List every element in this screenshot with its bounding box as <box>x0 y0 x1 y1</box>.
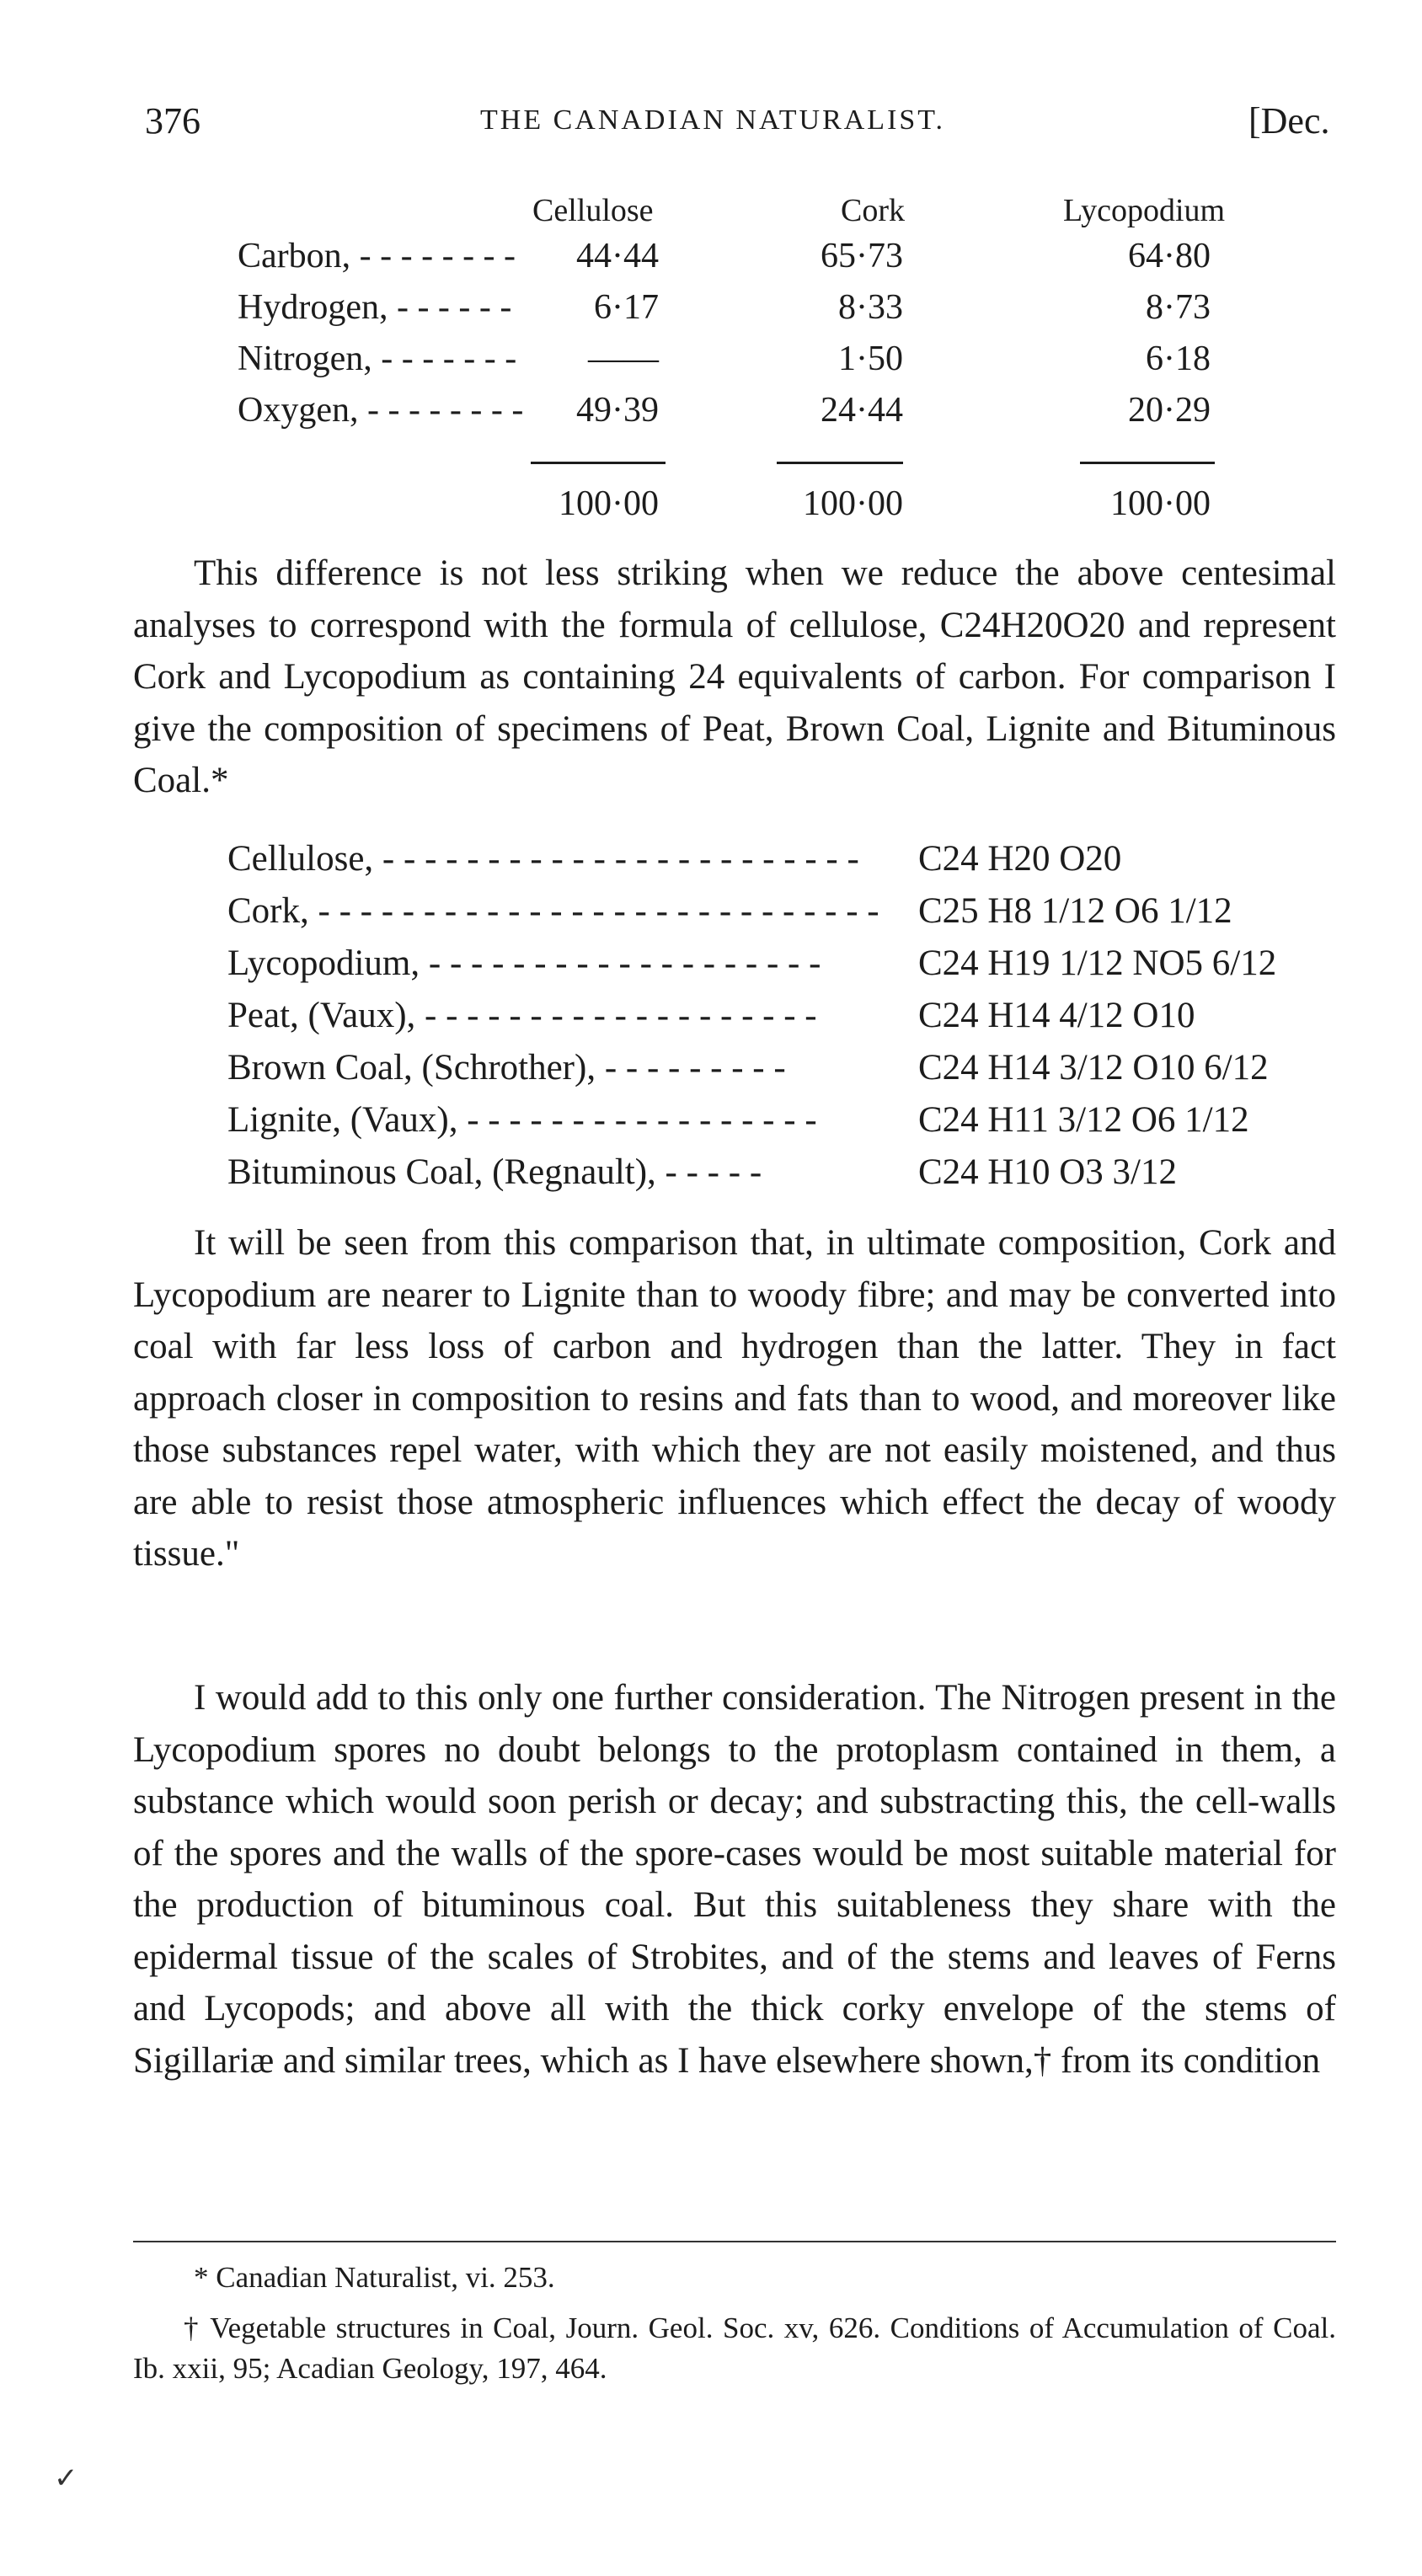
column-header-cork: Cork <box>841 193 905 228</box>
cell-value: 6·17 <box>594 288 659 327</box>
formula: C24 H11 3/12 O6 1/12 <box>918 1100 1249 1140</box>
total-value: 100·00 <box>803 484 903 523</box>
total-rule <box>1080 462 1215 464</box>
paragraph-text: This difference is not less striking when we reduce the above centesimal analyses to correspond with the formula of cellulose, C24H20O20 and represent Cork and Lycopodium as containing 24 equivalents of carbon. For comparison I give the composition of specimens of Peat, Brown Coal, Lignite and Bituminous Coal.* <box>133 553 1336 800</box>
formula: C24 H14 4/12 O10 <box>918 996 1195 1035</box>
cell-value: 49·39 <box>576 391 659 430</box>
running-title: THE CANADIAN NATURALIST. <box>480 104 946 136</box>
formula: C24 H19 1/12 NO5 6/12 <box>918 943 1277 983</box>
formula: C24 H10 O3 3/12 <box>918 1152 1177 1192</box>
formula-row <box>227 1152 1280 1200</box>
substance-name: Lycopodium, - - - - - - - - - - - - - - - - - - - <box>227 943 821 983</box>
total-rule <box>531 462 666 464</box>
formula-row <box>227 943 1280 991</box>
cell-value: 20·29 <box>1128 391 1211 430</box>
cell-value: 65·73 <box>821 237 903 275</box>
column-header-lycopodium: Lycopodium <box>1063 193 1226 228</box>
paragraph <box>133 1672 1336 2087</box>
cell-value: 8·33 <box>838 288 903 327</box>
formula-row <box>227 1099 1280 1148</box>
total-value: 100·00 <box>559 484 659 523</box>
row-label: Oxygen, - - - - - - - - <box>238 391 524 430</box>
cell-value: 44·44 <box>576 237 659 275</box>
substance-name: Brown Coal, (Schrother), - - - - - - - - - <box>227 1048 786 1088</box>
formula-row <box>227 995 1280 1044</box>
formula: C24 H20 O20 <box>918 839 1122 879</box>
table-row <box>238 390 1282 437</box>
column-header-cellulose: Cellulose <box>532 193 654 228</box>
paragraph-text: I would add to this only one further consideration. The Nitrogen present in the Lycopodium spores no doubt belongs to the protoplasm contained in them, a substance which would soon perish or decay; and substracting this, the cell-walls of the spores and the walls of the spore-cases would be most suitable material for the production of bituminous coal. But this suitableness they share with the epidermal tissue of the scales of Strobites, and of the stems and leaves of Ferns and Lycopods; and above all with the thick corky envelope of the stems of Sigillariæ and similar trees, which as I have elsewhere shown,† from its condition <box>133 1678 1336 2081</box>
substance-name: Lignite, (Vaux), - - - - - - - - - - - - - - - - - <box>227 1100 817 1140</box>
paragraph-text: It will be seen from this comparison that, in ultimate composition, Cork and Lycopodium are nearer to Lignite than to woody fibre; and may be converted into coal with far less loss of carbon and hydrogen than the latter. They in fact approach closer in composition to resins and fats than to wood, and moreover like those substances repel water, with which they are not easily moistened, and thus are able to resist those atmospheric influences which effect the decay of woody tissue." <box>133 1223 1336 1574</box>
row-label: Hydrogen, - - - - - - <box>238 288 512 327</box>
paragraph <box>133 548 1336 807</box>
formula: C24 H14 3/12 O10 6/12 <box>918 1048 1269 1088</box>
row-label: Nitrogen, - - - - - - - <box>238 339 517 378</box>
cell-value: 6·18 <box>1146 339 1211 378</box>
formula-row <box>227 1047 1280 1096</box>
footnote: † Vegetable structures in Coal, Journ. Geol. Soc. xv, 626. Conditions of Accumulation of Coal. Ib. xxii, 95; Acadian Geology, 197, 464. <box>133 2311 1336 2385</box>
cell-value: —— <box>588 339 659 378</box>
cell-value: 1·50 <box>838 339 903 378</box>
paragraph <box>133 1217 1336 1580</box>
stray-mark: ✓ <box>54 2463 78 2494</box>
substance-name: Cellulose, - - - - - - - - - - - - - - - - - - - - - - - <box>227 839 859 879</box>
cell-value: 8·73 <box>1146 288 1211 327</box>
cell-value: 24·44 <box>821 391 903 430</box>
table-row <box>238 339 1282 386</box>
footnote: * Canadian Naturalist, vi. 253. <box>194 2261 555 2294</box>
page-number: 376 <box>145 100 200 142</box>
cell-value: 64·80 <box>1128 237 1211 275</box>
total-rule <box>777 462 903 464</box>
row-label: Carbon, - - - - - - - - <box>238 237 516 275</box>
total-value: 100·00 <box>1110 484 1211 523</box>
totals-row <box>238 484 1282 531</box>
substance-name: Bituminous Coal, (Regnault), - - - - - <box>227 1152 762 1192</box>
section-mark: [Dec. <box>1248 100 1330 142</box>
footnote-rule <box>133 2241 1336 2242</box>
substance-name: Cork, - - - - - - - - - - - - - - - - - - - - - - - - - - - <box>227 891 879 931</box>
formula: C25 H8 1/12 O6 1/12 <box>918 891 1232 931</box>
table-row <box>238 236 1282 283</box>
formula-row <box>227 890 1280 939</box>
substance-name: Peat, (Vaux), - - - - - - - - - - - - - - - - - - - <box>227 996 817 1035</box>
formula-row <box>227 838 1280 887</box>
table-row <box>238 287 1282 334</box>
